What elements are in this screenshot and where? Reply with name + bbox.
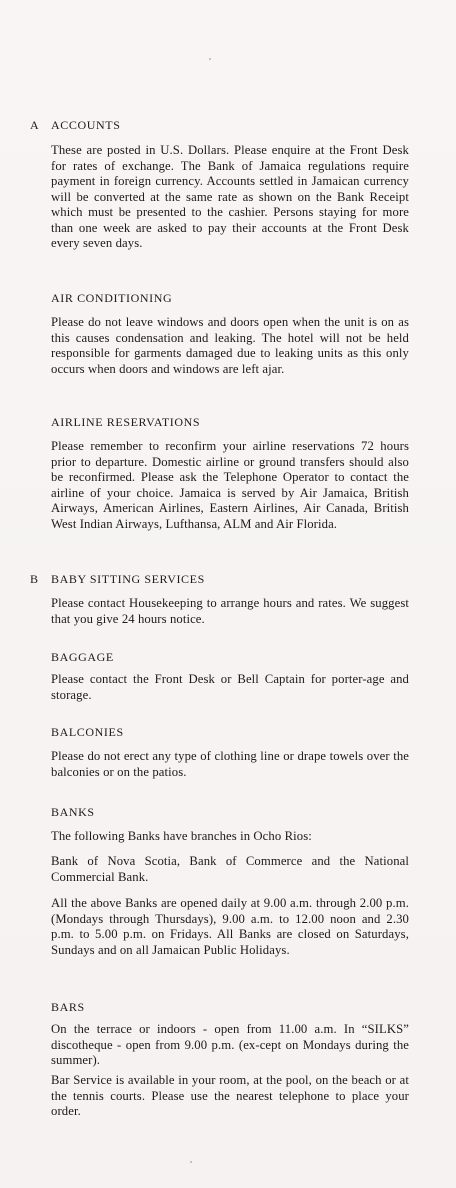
- section-heading: AIRLINE RESERVATIONS: [51, 415, 201, 429]
- section-heading: AIR CONDITIONING: [51, 291, 173, 305]
- section-body-hours: All the above Banks are opened daily at 9.00 a.m. through 2.00 p.m. (Mondays through Thursdays), 9.00 a.m. to 12.00 noon and 2.30 p.m. to 5.00 p.m. on Fridays. All Banks are closed on Saturdays, Sundays and on all Jamaican Public Holidays.: [51, 896, 409, 957]
- section-body-hours: On the terrace or indoors - open from 11.00 a.m. In “SILKS” discotheque - open from 9.00 p.m. (ex-cept on Mondays during the summer).: [51, 1022, 409, 1067]
- section-heading: BAGGAGE: [51, 650, 114, 664]
- section-body: Please do not leave windows and doors open when the unit is on as this causes condensation and leaking. The hotel will not be held responsible for garments damaged due to leaking units as this only occurs when doors and windows are left ajar.: [51, 315, 409, 376]
- section-body: Please do not erect any type of clothing line or drape towels over the balconies or on the patios.: [51, 749, 409, 779]
- paper-speck: [190, 1161, 192, 1163]
- section-body-intro: The following Banks have branches in Ocho Rios:: [51, 829, 312, 843]
- section-letter-b: B: [30, 572, 39, 586]
- section-body: Please remember to reconfirm your airline reservations 72 hours prior to departure. Domestic airline or ground transfers should also be reconfirmed. Please ask the Telephone Operator to contact the airline of your choice. Jamaica is served by Air Jamaica, British Airways, American Airlines, Eastern Airlines, Air Canada, British West Indian Airways, Lufthansa, ALM and Air Florida.: [51, 439, 409, 531]
- section-heading: BANKS: [51, 805, 95, 819]
- section-letter-a: A: [30, 118, 39, 132]
- section-body-bank-list: Bank of Nova Scotia, Bank of Commerce and the National Commercial Bank.: [51, 854, 409, 884]
- paper-speck: [209, 58, 211, 60]
- section-heading: ACCOUNTS: [51, 118, 121, 132]
- section-body: Please contact Housekeeping to arrange hours and rates. We suggest that you give 24 hours notice.: [51, 596, 409, 626]
- section-heading: BABY SITTING SERVICES: [51, 572, 205, 586]
- section-body-service: Bar Service is available in your room, at the pool, on the beach or at the tennis courts. Please use the nearest telephone to place your order.: [51, 1073, 409, 1118]
- section-heading: BARS: [51, 1000, 85, 1014]
- section-heading: BALCONIES: [51, 725, 124, 739]
- section-body: These are posted in U.S. Dollars. Please enquire at the Front Desk for rates of exchange. The Bank of Jamaica regulations require payment in foreign currency. Accounts settled in Jamaican currency will be converted at the same rate as shown on the Bank Receipt which must be presented to the cashier. Persons staying for more than one week are asked to pay their accounts at the Front Desk every seven days.: [51, 143, 409, 250]
- section-body: Please contact the Front Desk or Bell Captain for porter-age and storage.: [51, 672, 409, 702]
